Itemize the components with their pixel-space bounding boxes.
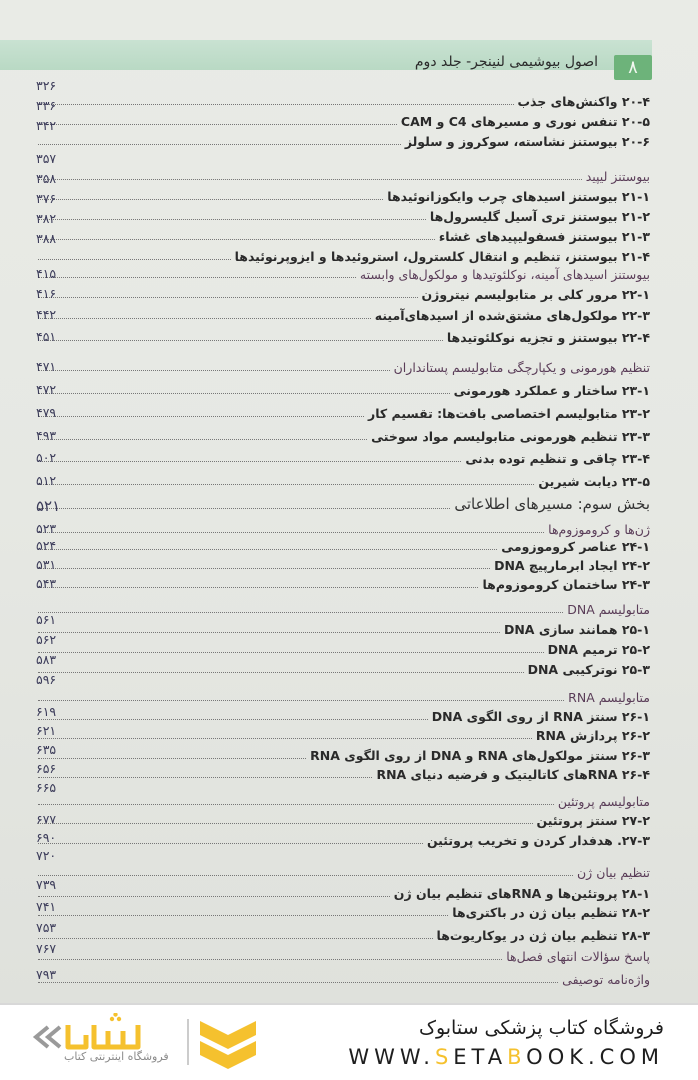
toc-page-number: ۴۷۱	[36, 359, 57, 374]
dot-leader	[38, 700, 564, 701]
dot-leader	[38, 915, 448, 916]
toc-page-number: ۵۴۳	[36, 576, 57, 591]
toc-entry-chapter[interactable]	[36, 864, 650, 880]
dot-leader	[38, 804, 554, 805]
toc-entry-section[interactable]	[36, 405, 650, 421]
toc-entry-title: ۲۸-۲ تنظیم بیان ژن در باکتری‌ها	[452, 905, 650, 920]
toc-entry-section[interactable]	[36, 557, 650, 573]
dot-leader	[38, 758, 306, 759]
toc-entry-chapter[interactable]	[36, 601, 650, 617]
dot-leader	[38, 532, 544, 533]
toc-entry-title: ۲۶-۲ پردازش RNA	[535, 728, 650, 743]
toc-entry-title: ۲۳-۲ متابولیسم اختصاصی بافت‌ها: تقسیم کار	[368, 406, 650, 421]
toc-entry-chapter[interactable]	[36, 689, 650, 705]
toc-entry-section[interactable]	[36, 812, 650, 828]
toc-entry-title: ۲۰-۶ بیوستنز نشاسته، سوکروز و سلولز	[404, 134, 650, 149]
toc-entry-title: ۲۶-۳ سنتز مولکول‌های RNA و DNA از روی الگوی RNA	[310, 748, 650, 763]
toc-entry-title: تنظیم بیان ژن	[577, 865, 650, 880]
dot-leader	[38, 652, 544, 653]
toc-entry-section[interactable]	[36, 832, 650, 848]
toc-entry-section[interactable]	[36, 248, 650, 264]
toc-entry-section[interactable]	[36, 93, 650, 109]
toc-entry-section[interactable]	[36, 885, 650, 901]
toc-entry-title: ۲۱-۴ بیوستنز، تنظیم و انتقال کلسترول، استروئیدها و ایزوپرنوئیدها	[234, 249, 650, 264]
url-accent: S	[434, 1045, 454, 1069]
footer-divider	[0, 1003, 698, 1005]
dot-leader	[38, 719, 428, 720]
toc-page-number: ۳۸۸	[36, 231, 57, 246]
toc-entry-title: ۲۴-۲ ایجاد ابرمارپیچ DNA	[494, 558, 650, 573]
toc-entry-title: ۲۸-۱ پروتئین‌ها و RNAهای تنظیم بیان ژن	[393, 886, 650, 901]
toc-entry-title: تنظیم هورمونی و یکپارچگی متابولیسم پستانداران	[393, 360, 650, 375]
dot-leader	[38, 508, 450, 509]
dot-leader	[38, 144, 401, 145]
toc-entry-title: ۲۱-۳ بیوستنز فسفولیپیدهای غشاء	[438, 229, 650, 244]
dot-leader	[38, 259, 231, 260]
dot-leader	[38, 297, 418, 298]
dot-leader	[38, 738, 532, 739]
dot-leader	[38, 370, 390, 371]
dot-leader	[38, 239, 435, 240]
toc-page-number: ۳۲۶	[36, 78, 57, 93]
toc-page-number: ۴۷۹	[36, 405, 57, 420]
dot-leader	[38, 124, 397, 125]
toc-page-number: ۳۵۷	[36, 151, 57, 166]
toc-entry-section[interactable]	[36, 576, 650, 592]
toc-page-number: ۳۵۸	[36, 171, 57, 186]
toc-entry-title: ۲۲-۳ مولکول‌های مشتق‌شده از اسیدهای‌آمینه	[374, 308, 650, 323]
toc-entry-section[interactable]	[36, 382, 650, 398]
toc-page-number: ۳۷۶	[36, 191, 57, 206]
toc-entry-section[interactable]	[36, 329, 650, 345]
toc-entry-chapter[interactable]	[36, 266, 650, 282]
toc-page-number: ۶۳۵	[36, 742, 57, 757]
toc-page-number: ۷۹۳	[36, 967, 57, 982]
toc-page-number: ۳۴۲	[36, 118, 57, 133]
dot-leader	[38, 461, 461, 462]
toc-page-number: ۴۴۲	[36, 307, 57, 322]
dot-leader	[38, 982, 558, 983]
toc-page-number: ۴۵۱	[36, 329, 57, 344]
toc-entry-chapter[interactable]	[36, 948, 650, 964]
toc-page-number: ۵۲۱	[36, 497, 61, 515]
toc-page-number: ۶۶۵	[36, 780, 57, 795]
toc-entry-title: متابولیسم RNA	[568, 690, 650, 705]
dot-leader	[38, 277, 356, 278]
toc-entry-section[interactable]	[36, 113, 650, 129]
toc-entry-chapter[interactable]	[36, 359, 650, 375]
dot-leader	[38, 340, 443, 341]
url-accent: B	[507, 1045, 527, 1069]
toc-entry-title: ۲۲-۴ بیوستنز و تجزیه نوکلئوتیدها	[446, 330, 650, 345]
dot-leader	[38, 672, 524, 673]
toc-entry-title: ۲۳-۴ چاقی و تنظیم توده بدنی	[465, 451, 650, 466]
toc-entry-section[interactable]	[36, 641, 650, 657]
toc-page-number: ۵۶۱	[36, 612, 57, 627]
toc-page-number: ۷۶۷	[36, 941, 57, 956]
toc-entry-section[interactable]	[36, 927, 650, 943]
toc-page-number: ۵۸۳	[36, 652, 57, 667]
toc-entry-title: ۲۰-۴ واکنش‌های جذب	[517, 94, 650, 109]
book-title: اصول بیوشیمی لنینجر- جلد دوم	[414, 54, 598, 70]
dot-leader	[38, 318, 371, 319]
toc-entry-part[interactable]	[36, 497, 650, 513]
toc-entry-section[interactable]	[36, 307, 650, 323]
toc-entry-title: ۲۳-۱ ساختار و عملکرد هورمونی	[453, 383, 650, 398]
toc-entry-title: ۲۲-۱ مرور کلی بر متابولیسم نیتروژن	[421, 287, 650, 302]
toc-entry-title: واژه‌نامه توصیفی	[562, 972, 650, 987]
dot-leader	[38, 938, 433, 939]
toc-entry-section[interactable]	[36, 450, 650, 466]
toc-entry-title: ۲۷-۳. هدفدار کردن و تخریب پروتئین	[426, 833, 650, 848]
toc-page-number: ۵۰۲	[36, 450, 57, 465]
toc-entry-title: ۲۵-۳ نوترکیبی DNA	[527, 662, 650, 677]
dot-leader	[38, 777, 372, 778]
toc-entry-title: ۲۶-۴ RNAهای کاتالیتیک و فرضیه دنیای RNA	[376, 767, 650, 782]
dot-leader	[38, 587, 478, 588]
dot-leader	[38, 199, 383, 200]
toc-entry-title: پاسخ سؤالات انتهای فصل‌ها	[506, 949, 650, 964]
toc-entry-section[interactable]	[36, 621, 650, 637]
dot-leader	[38, 959, 502, 960]
url-part: WWW.	[348, 1045, 435, 1069]
toc-page-number: ۵۲۳	[36, 521, 57, 536]
toc-page-number: ۴۹۳	[36, 428, 57, 443]
toc-entry-title: ۲۰-۵ تنفس نوری و مسیرهای C4 و CAM	[400, 114, 650, 129]
logo-subtitle: فروشگاه اینترنتی کتاب	[64, 1050, 169, 1063]
toc-page-number: ۶۲۱	[36, 723, 57, 738]
toc-page-number: ۶۱۹	[36, 704, 57, 719]
toc-entry-section[interactable]	[36, 133, 650, 149]
dot-leader	[38, 439, 367, 440]
toc-entry-title: ۲۳-۳ تنظیم هورمونی متابولیسم مواد سوختی	[371, 429, 650, 444]
toc-page-number: ۵۱۲	[36, 473, 57, 488]
toc-entry-chapter[interactable]	[36, 793, 650, 809]
shop-url[interactable]	[348, 1045, 664, 1069]
toc-entry-title: ۲۶-۱ سنتز RNA از روی الگوی DNA	[431, 709, 650, 724]
toc-entry-title: ۲۸-۳ تنظیم بیان ژن در یوکاریوت‌ها	[436, 928, 650, 943]
toc-page-number: ۴۱۶	[36, 286, 57, 301]
toc-entry-section[interactable]	[36, 904, 650, 920]
toc-entry-title: ژن‌ها و کروموزوم‌ها	[548, 522, 650, 537]
toc-page-number: ۷۳۹	[36, 877, 57, 892]
dot-leader	[38, 549, 497, 550]
toc-page-number: ۵۶۲	[36, 632, 57, 647]
page-number-badge: ۸	[614, 55, 652, 80]
dot-leader	[38, 843, 423, 844]
toc-entry-title: متابولیسم DNA	[567, 602, 650, 617]
toc-entry-title: ۲۱-۲ بیوستنز تری آسیل گلیسرول‌ها	[429, 209, 650, 224]
toc-page-number: ۶۵۶	[36, 761, 57, 776]
toc-page-number: ۶۹۰	[36, 830, 57, 845]
toc-entry-section[interactable]	[36, 188, 650, 204]
toc-entry-section[interactable]	[36, 766, 650, 782]
dot-leader	[38, 568, 490, 569]
toc-page-number: ۵۲۴	[36, 538, 57, 553]
toc-entry-title: بیوستنز لیپید	[585, 169, 650, 184]
toc-entry-section[interactable]	[36, 727, 650, 743]
dot-leader	[38, 632, 500, 633]
toc-entry-title: ۲۵-۲ ترمیم DNA	[547, 642, 650, 657]
dot-leader	[38, 484, 534, 485]
toc-entry-title: ۲۱-۱ بیوستنز اسیدهای چرب وایکوزانوئیدها	[387, 189, 650, 204]
toc-entry-section[interactable]	[36, 473, 650, 489]
toc-entry-title: ۲۴-۱ عناصر کروموزومی	[501, 539, 650, 554]
toc-page-number: ۵۹۶	[36, 672, 57, 687]
url-part: ETA	[453, 1045, 508, 1069]
toc-entry-section[interactable]	[36, 747, 650, 763]
toc-entry-title: بیوستنز اسیدهای آمینه، نوکلئوتیدها و مولکول‌های وابسته	[359, 267, 650, 282]
dot-leader	[38, 219, 426, 220]
toc-entry-section[interactable]	[36, 228, 650, 244]
toc-entry-section[interactable]	[36, 661, 650, 677]
dot-leader	[38, 179, 582, 180]
toc-page-number: ۴۷۲	[36, 382, 57, 397]
toc-page-number: ۵۳۱	[36, 557, 57, 572]
toc-page-number: ۷۵۳	[36, 920, 57, 935]
toc-page-number: ۶۷۷	[36, 812, 57, 827]
toc-page-number: ۷۲۰	[36, 848, 57, 863]
toc-entry-title: ۲۴-۳ ساختمان کروموزوم‌ها	[482, 577, 650, 592]
toc-entry-title: متابولیسم پروتئین	[557, 794, 650, 809]
dot-leader	[38, 612, 563, 613]
toc-entry-title: بخش سوم: مسیرهای اطلاعاتی	[454, 495, 650, 513]
toc-entry-title: ۲۷-۲ سنتز پروتئین	[536, 813, 650, 828]
toc-entry-section[interactable]	[36, 428, 650, 444]
shop-name: فروشگاه کتاب پزشکی ستابوک	[418, 1017, 664, 1039]
dot-leader	[38, 393, 450, 394]
toc-entry-section[interactable]	[36, 286, 650, 302]
dot-leader	[38, 104, 514, 105]
toc-entry-chapter[interactable]	[36, 168, 650, 184]
toc-entry-chapter[interactable]	[36, 971, 650, 987]
url-part: OOK.COM	[526, 1045, 664, 1069]
dot-leader	[38, 823, 533, 824]
toc-entry-section[interactable]	[36, 538, 650, 554]
toc-entry-section[interactable]	[36, 708, 650, 724]
dot-leader	[38, 416, 364, 417]
dot-leader	[38, 896, 390, 897]
toc-page-number: ۳۳۶	[36, 98, 57, 113]
toc-entry-title: ۲۳-۵ دیابت شیرین	[538, 474, 650, 489]
toc-entry-title: ۲۵-۱ همانند سازی DNA	[503, 622, 650, 637]
toc-entry-chapter[interactable]	[36, 521, 650, 537]
toc-page-number: ۳۸۲	[36, 211, 57, 226]
toc-page-number: ۷۴۱	[36, 899, 57, 914]
toc-entry-section[interactable]	[36, 208, 650, 224]
toc-page-number: ۴۱۵	[36, 266, 57, 281]
dot-leader	[38, 875, 573, 876]
